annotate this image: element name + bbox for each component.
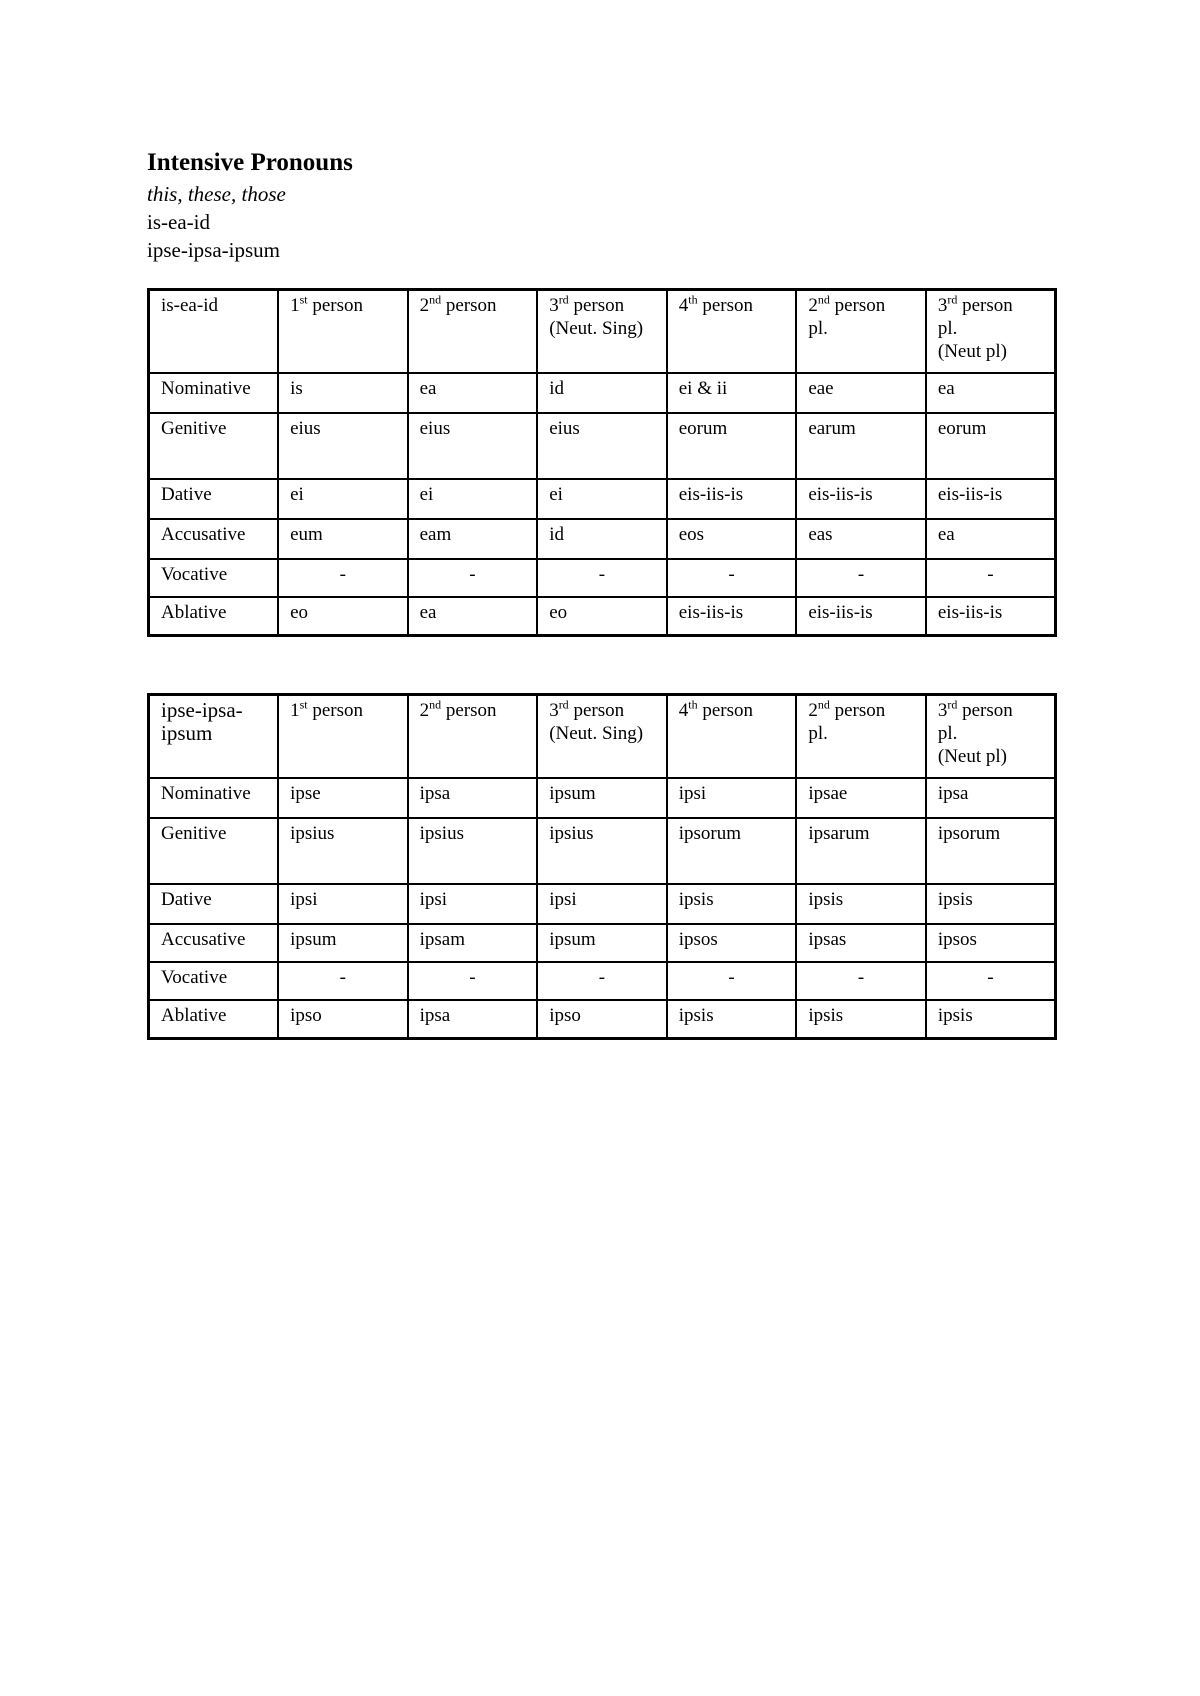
table-cell: eis-iis-is	[796, 597, 926, 636]
table-row	[149, 559, 1056, 597]
table-cell: ei	[278, 479, 408, 519]
table-is-ea-id	[147, 288, 1057, 637]
header-cell: 2nd person	[408, 695, 538, 779]
table-row	[149, 373, 1056, 413]
table-cell: -	[537, 559, 667, 597]
table-cell: eos	[667, 519, 797, 559]
table-ipse-ipsa-ipsum	[147, 693, 1057, 1040]
table-row	[149, 962, 1056, 1000]
table-cell: -	[796, 962, 926, 1000]
table-label: ipse-ipsa-ipsum	[149, 695, 279, 779]
page-subtitle: this, these, those	[147, 182, 286, 206]
table-cell: -	[667, 962, 797, 1000]
table-cell: is	[278, 373, 408, 413]
table-cell: eius	[537, 413, 667, 479]
table-header-row	[149, 695, 1056, 779]
table-cell: ipsas	[796, 924, 926, 962]
table-cell: ei	[408, 479, 538, 519]
case-label: Dative	[149, 479, 279, 519]
table-cell: ea	[408, 597, 538, 636]
case-label: Accusative	[149, 924, 279, 962]
header-cell: 3rd person pl. (Neut pl)	[926, 695, 1056, 779]
table-cell: ea	[926, 519, 1056, 559]
case-label: Ablative	[149, 597, 279, 636]
table-cell: ipsis	[926, 884, 1056, 924]
table-cell: ipsarum	[796, 818, 926, 884]
table-cell: id	[537, 373, 667, 413]
document-page	[147, 148, 1057, 1040]
table-cell: -	[408, 559, 538, 597]
header-cell: 4th person	[667, 695, 797, 779]
table-cell: eis-iis-is	[667, 479, 797, 519]
table-cell: ipsa	[408, 778, 538, 818]
case-label: Ablative	[149, 1000, 279, 1039]
table-cell: eius	[408, 413, 538, 479]
table-cell: earum	[796, 413, 926, 479]
table-cell: eum	[278, 519, 408, 559]
table-cell: -	[537, 962, 667, 1000]
table-cell: eorum	[926, 413, 1056, 479]
table-cell: -	[408, 962, 538, 1000]
table-cell: eius	[278, 413, 408, 479]
table-row	[149, 413, 1056, 479]
table-cell: eis-iis-is	[796, 479, 926, 519]
table-cell: ea	[408, 373, 538, 413]
table-row	[149, 597, 1056, 636]
header-cell: 3rd person (Neut. Sing)	[537, 290, 667, 374]
table-cell: eorum	[667, 413, 797, 479]
table-cell: ipsam	[408, 924, 538, 962]
case-label: Genitive	[149, 818, 279, 884]
table-cell: ipsi	[278, 884, 408, 924]
table-row	[149, 519, 1056, 559]
table-cell: eae	[796, 373, 926, 413]
table-cell: -	[926, 962, 1056, 1000]
table-row	[149, 818, 1056, 884]
table-row	[149, 924, 1056, 962]
pronoun-line-is-ea-id: is-ea-id	[147, 210, 210, 234]
table-cell: ei & ii	[667, 373, 797, 413]
header-cell: 3rd person (Neut. Sing)	[537, 695, 667, 779]
case-label: Nominative	[149, 778, 279, 818]
header-cell: 1st person	[278, 290, 408, 374]
table-cell: ipsos	[926, 924, 1056, 962]
header-cell: 1st person	[278, 695, 408, 779]
table-cell: ipsius	[408, 818, 538, 884]
table-cell: ipso	[278, 1000, 408, 1039]
table-cell: ipsis	[796, 884, 926, 924]
table-cell: -	[796, 559, 926, 597]
case-label: Vocative	[149, 962, 279, 1000]
header-cell: 2nd person pl.	[796, 290, 926, 374]
table-cell: -	[278, 962, 408, 1000]
table-cell: ipsi	[537, 884, 667, 924]
table-cell: ipsos	[667, 924, 797, 962]
table-cell: eis-iis-is	[667, 597, 797, 636]
table-cell: ipsis	[667, 1000, 797, 1039]
case-label: Dative	[149, 884, 279, 924]
table-cell: eo	[537, 597, 667, 636]
header-cell: 4th person	[667, 290, 797, 374]
table-cell: ipsum	[537, 778, 667, 818]
table-cell: ipso	[537, 1000, 667, 1039]
case-label: Nominative	[149, 373, 279, 413]
table-cell: ipsum	[278, 924, 408, 962]
table-cell: ipsae	[796, 778, 926, 818]
table-cell: -	[667, 559, 797, 597]
table-row	[149, 1000, 1056, 1039]
table-cell: ipsi	[667, 778, 797, 818]
case-label: Vocative	[149, 559, 279, 597]
table-cell: -	[926, 559, 1056, 597]
header-cell: 2nd person pl.	[796, 695, 926, 779]
table-cell: ipsorum	[667, 818, 797, 884]
table-cell: eis-iis-is	[926, 479, 1056, 519]
table-cell: ei	[537, 479, 667, 519]
table-row	[149, 479, 1056, 519]
table-cell: ipsi	[408, 884, 538, 924]
page-title: Intensive Pronouns	[147, 149, 353, 176]
table-cell: -	[278, 559, 408, 597]
case-label: Genitive	[149, 413, 279, 479]
header-cell: 3rd person pl. (Neut pl)	[926, 290, 1056, 374]
pronoun-line-ipse-ipsa-ipsum: ipse-ipsa-ipsum	[147, 238, 280, 262]
table-cell: eas	[796, 519, 926, 559]
table-cell: ipsis	[667, 884, 797, 924]
table-label: is-ea-id	[149, 290, 279, 374]
table-cell: eo	[278, 597, 408, 636]
table-cell: id	[537, 519, 667, 559]
table-header-row	[149, 290, 1056, 374]
table-row	[149, 778, 1056, 818]
table-cell: ipsis	[926, 1000, 1056, 1039]
table-cell: ipse	[278, 778, 408, 818]
table-cell: eis-iis-is	[926, 597, 1056, 636]
table-cell: ipsis	[796, 1000, 926, 1039]
table-cell: ipsius	[278, 818, 408, 884]
table-cell: ipsa	[408, 1000, 538, 1039]
table-cell: ipsum	[537, 924, 667, 962]
table-cell: ipsorum	[926, 818, 1056, 884]
table-cell: ipsa	[926, 778, 1056, 818]
table-cell: ipsius	[537, 818, 667, 884]
case-label: Accusative	[149, 519, 279, 559]
table-row	[149, 884, 1056, 924]
table-cell: ea	[926, 373, 1056, 413]
table-cell: eam	[408, 519, 538, 559]
header-cell: 2nd person	[408, 290, 538, 374]
